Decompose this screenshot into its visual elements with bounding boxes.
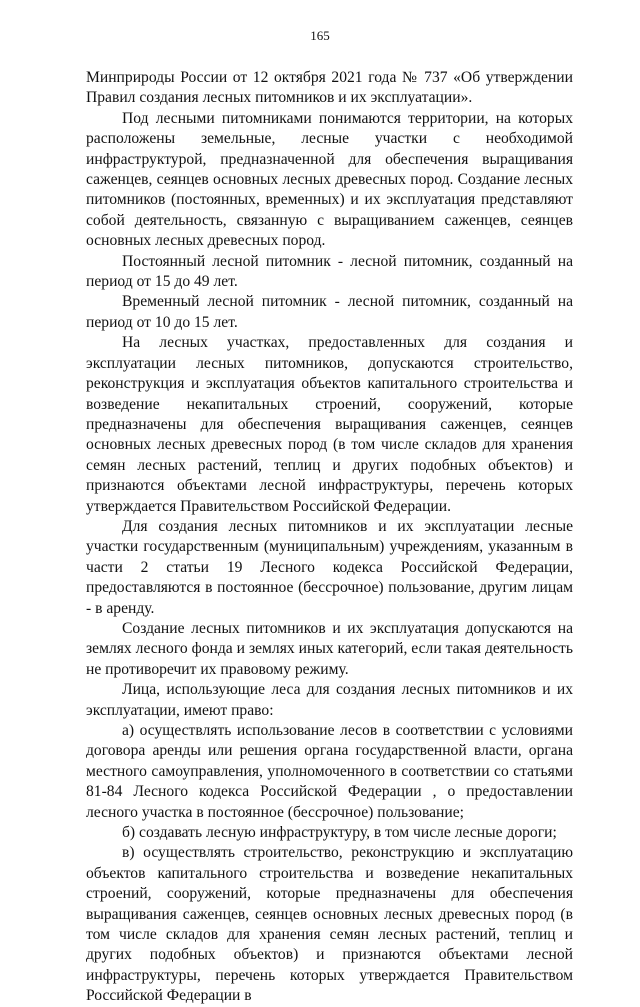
paragraph-order-reference: Минприроды России от 12 октября 2021 года № 737 «Об утверждении Правил создания лесных питомников и их эксплуатации». bbox=[86, 69, 573, 107]
list-item-b: б) создавать лесную инфраструктуру, в том числе лесные дороги; bbox=[122, 824, 557, 842]
document-body bbox=[86, 68, 573, 1007]
paragraph-temporary-nursery: Временный лесной питомник - лесной питомник, созданный на период от 10 до 15 лет. bbox=[86, 293, 573, 331]
paragraph-permanent-nursery: Постоянный лесной питомник - лесной питомник, созданный на период от 15 до 49 лет. bbox=[86, 252, 573, 291]
page-number: 165 bbox=[310, 28, 330, 43]
list-item-v: в) осуществлять строительство, реконструкцию и эксплуатацию объектов капитального строительства и возведение некапитальных строений, сооружений, которые предназначены для обеспечения выращивания саженцев, сеянцев основных лесных древесных пород (в том числе складов для хранения семян лесных растений, теплиц и других подобных объектов) и признаются объектами лесной инфраструктуры, перечень которых утверждается Правительством Российской Федерации в bbox=[86, 844, 573, 1005]
paragraph-rights-intro: Лица, использующие леса для создания лесных питомников и их эксплуатации, имеют право: bbox=[86, 681, 573, 719]
paragraph-construction-allowed: На лесных участках, предоставленных для создания и эксплуатации лесных питомников, допускаются строительство, реконструкция и эксплуатация объектов капитального строительства и возведение некапитальных строений, сооружений, которые предназначены для обеспечения выращивания саженцев, сеянцев основных лесных древесных пород (в том числе складов для хранения семян лесных растений, теплиц и других подобных объектов) и признаются объектами лесной инфраструктуры, перечень которых утверждается Правительством Российской Федерации. bbox=[86, 334, 573, 515]
paragraph-land-categories: Создание лесных питомников и их эксплуатация допускаются на землях лесного фонда и землях иных категорий, если такая деятельность не противоречит их правовому режиму. bbox=[86, 619, 573, 678]
paragraph-nursery-definition: Под лесными питомниками понимаются территории, на которых расположены земельные, лесные участки с необходимой инфраструктурой, предназначенной для обеспечения выращивания саженцев, сеянцев основных лесных древесных пород. Создание лесных питомников (постоянных, временных) и их эксплуатация представляют собой деятельность, связанную с выращиванием саженцев, сеянцев основных лесных древесных пород. bbox=[86, 109, 573, 250]
paragraph-land-provision: Для создания лесных питомников и их эксплуатации лесные участки государственным (муниципальным) учреждениям, указанным в части 2 статьи 19 Лесного кодекса Российской Федерации, предоставляются в постоянное (бессрочное) пользование, другим лицам - в аренду. bbox=[86, 517, 573, 617]
list-item-a: а) осуществлять использование лесов в соответствии с условиями договора аренды или решения органа государственной власти, органа местного самоуправления, уполномоченного в соответствии со статьями 81-84 Лесного кодекса Российской Федерации , о предоставлении лесного участка в постоянное (бессрочное) пользование; bbox=[86, 722, 573, 821]
